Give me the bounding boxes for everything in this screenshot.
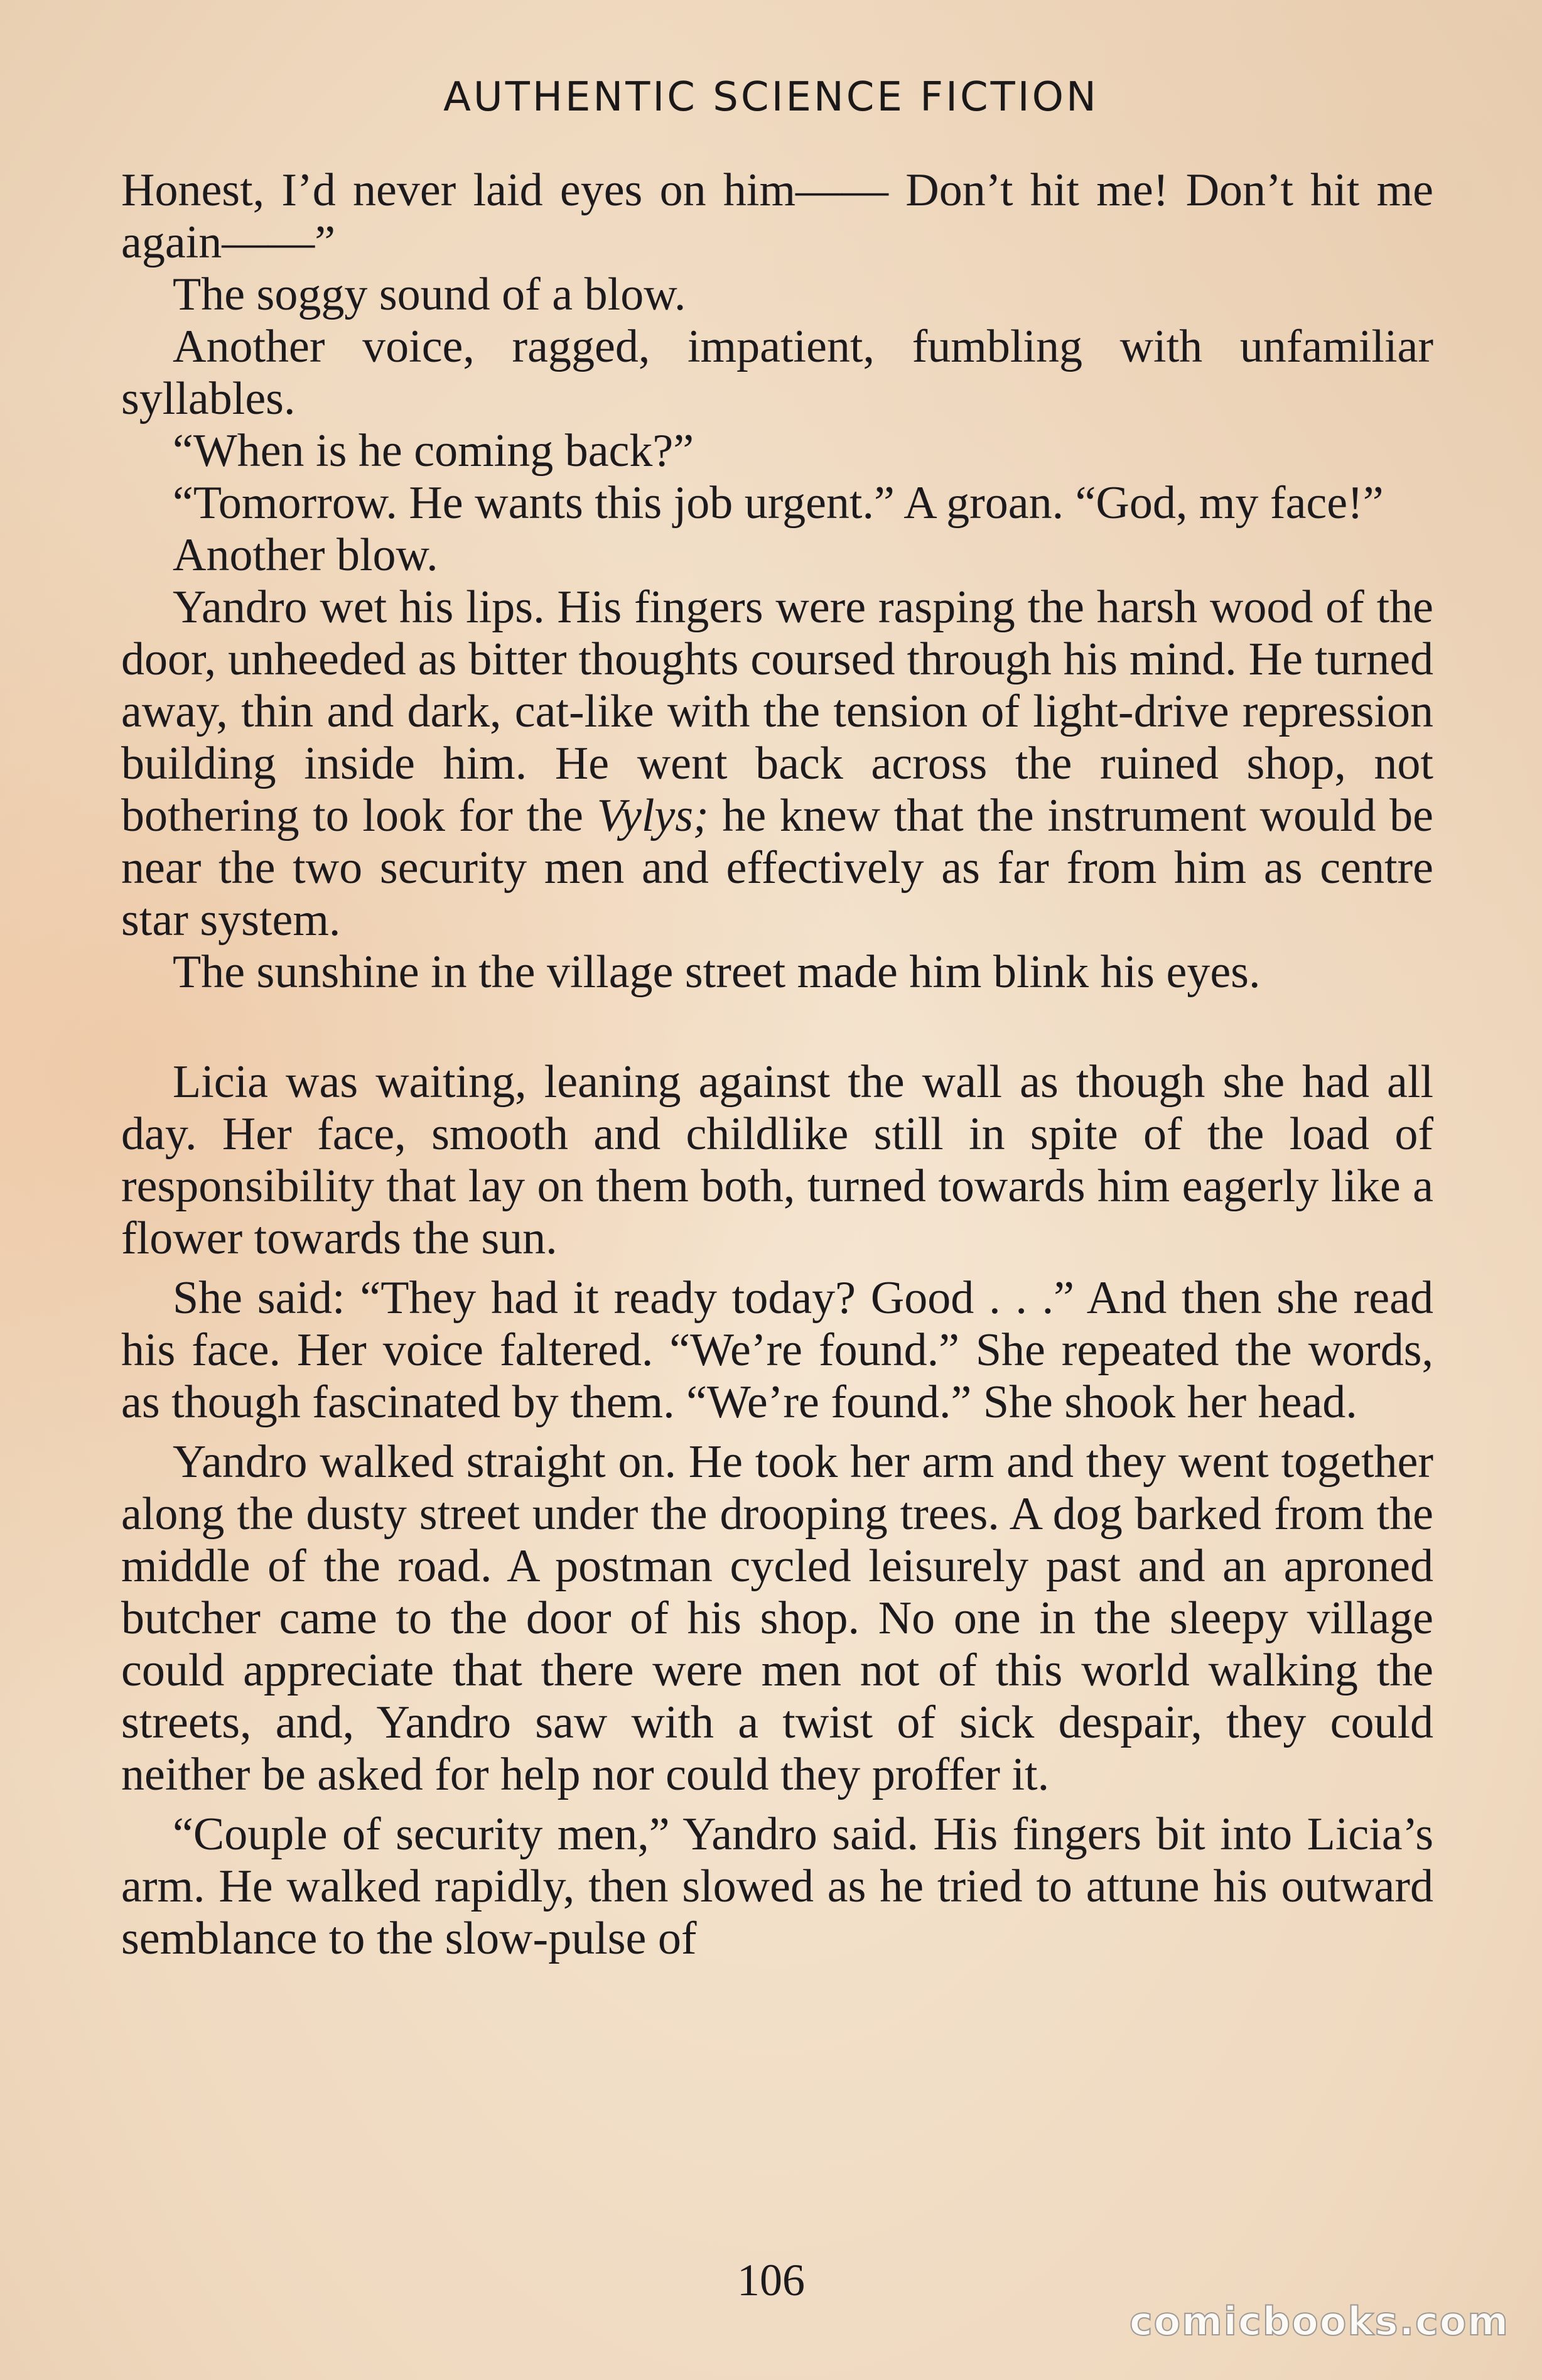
paragraph: Licia was waiting, leaning against the wall as though she had all day. Her face, smooth and childlike still in spite of the load of responsibility that lay on them both, turned towards him eagerly like a flower towards the sun. [121,1056,1433,1264]
paragraph: Honest, I’d never laid eyes on him—— Don’t hit me! Don’t hit me again——” [121,165,1433,268]
paragraph: “Couple of security men,” Yandro said. His fingers bit into Licia’s arm. He walked rapidly, then slowed as he tried to attune his outward semblance to the slow-pulse of [121,1809,1433,1964]
paragraph: Yandro walked straight on. He took her arm and they went together along the dusty street under the drooping trees. A dog barked from the middle of the road. A postman cycled leisurely past and an aproned butcher came to the door of his shop. No one in the sleepy village could appreciate that there were men not of this world walking the streets, and, Yandro saw with a twist of sick despair, they could neither be asked for help nor could they proffer it. [121,1436,1433,1800]
paragraph [121,581,1433,946]
watermark-logo: comicbooks.com [1129,2298,1509,2344]
paragraph: The soggy sound of a blow. [173,269,686,320]
paragraph-text: he knew that the instrument would be near the two security men and effectively as far from him as centre star system. [121,790,1434,946]
paragraph-text: Yandro wet his lips. His fingers were rasping the harsh wood of the door, unheeded as bitter thoughts coursed through his mind. He turned away, thin and dark, cat-like with the tension of light-drive repression building inside him. He went back across the ruined shop, not bothering to look for the [121,581,1433,841]
paragraph: The sunshine in the village street made him blink his eyes. [173,946,1261,998]
ship-name-italic: Vylys; [596,790,709,841]
page-number: 106 [737,2255,805,2305]
paragraph: She said: “They had it ready today? Good . . .” And then she read his face. Her voice faltered. “We’re found.” She repeated the words, as though fascinated by them. “We’re found.” She shook her head. [121,1272,1433,1428]
running-header: AUTHENTIC SCIENCE FICTION [443,74,1099,121]
paragraph: “Tomorrow. He wants this job urgent.” A groan. “God, my face!” [173,477,1384,529]
paragraph: Another voice, ragged, impatient, fumbling with unfamiliar syllables. [121,321,1433,425]
paragraph: Another blow. [173,529,438,581]
paragraph: “When is he coming back?” [173,425,694,477]
body-text [121,165,1433,1965]
